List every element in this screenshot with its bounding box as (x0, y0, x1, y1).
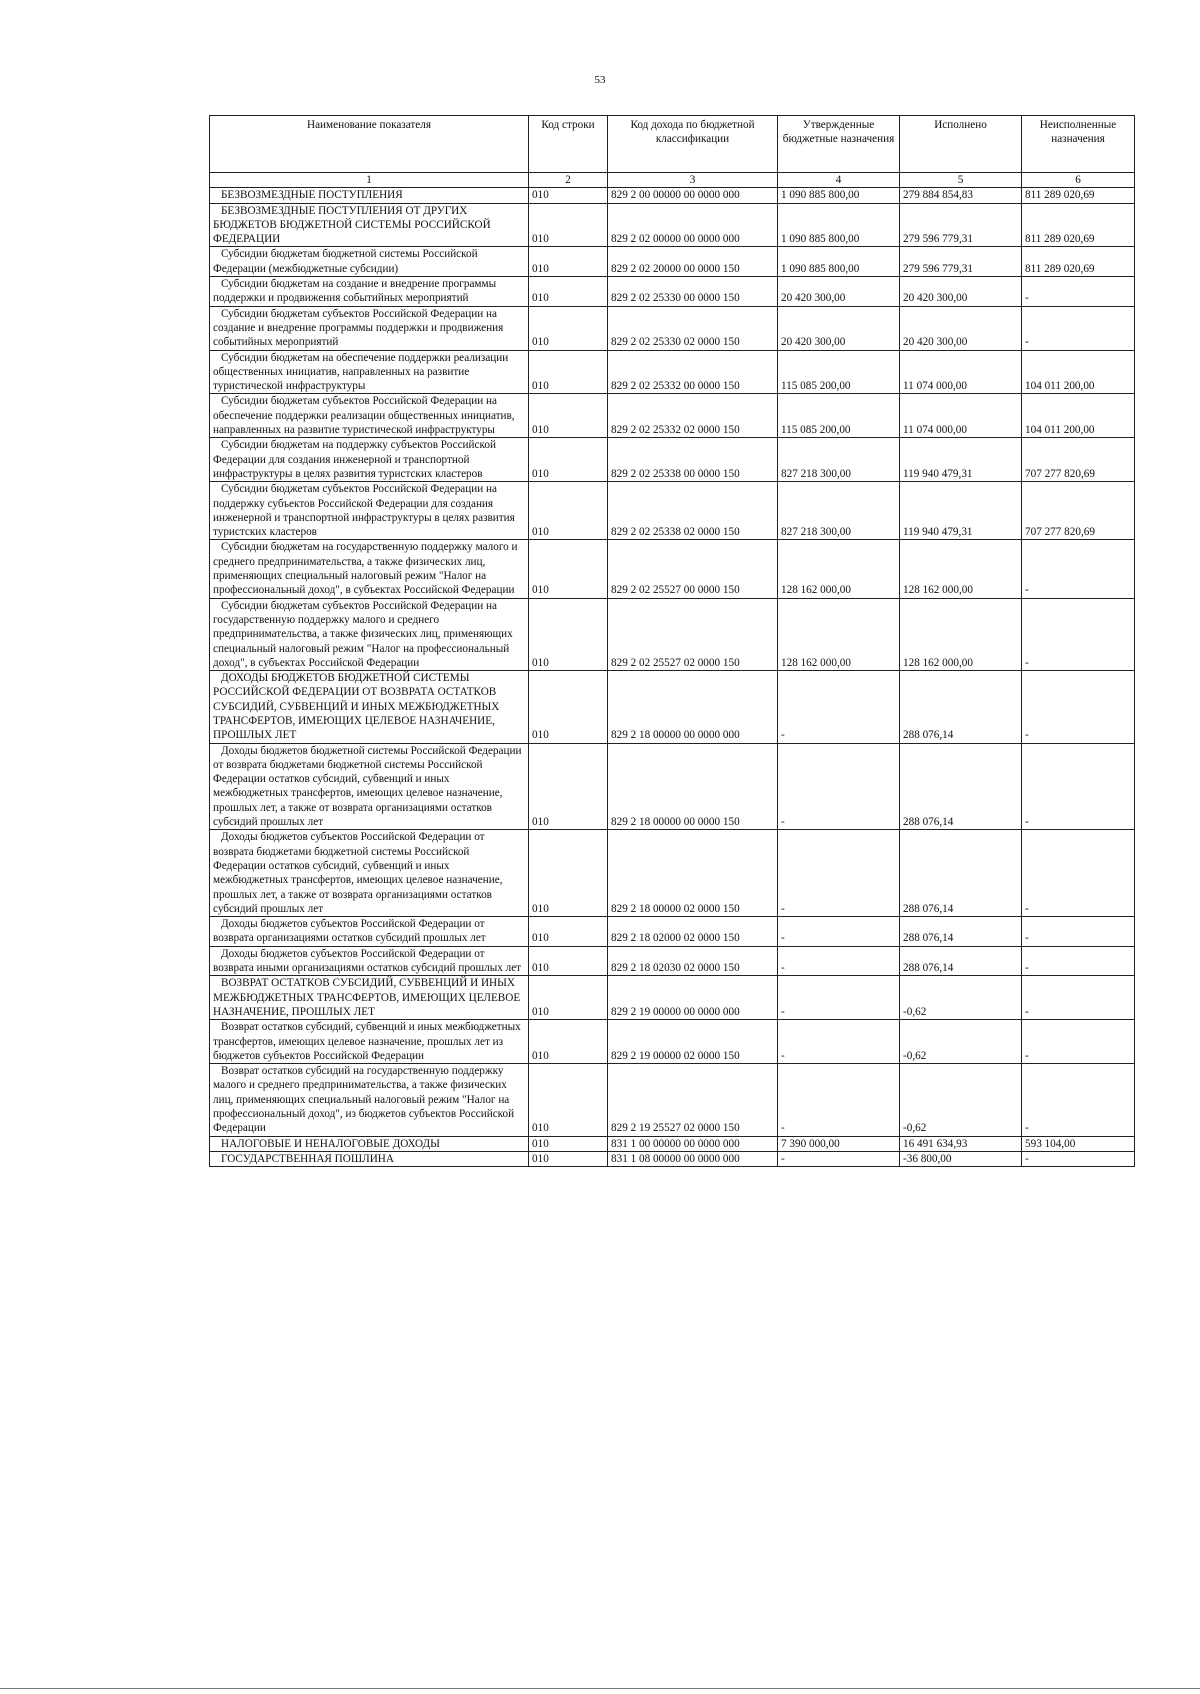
header-unexecuted: Неисполненные назначения (1022, 116, 1135, 173)
indicator-text: Субсидии бюджетам субъектов Российской Федерации на обеспечение поддержки реализации общественных инициатив, направленных на развитие туристической инфраструктуры (213, 395, 515, 437)
executed-amount: 128 162 000,00 (900, 540, 1022, 598)
approved-amount: 115 085 200,00 (778, 350, 900, 394)
table-row (210, 1136, 1135, 1151)
line-code: 010 (529, 306, 608, 350)
header-indicator-name: Наименование показателя (210, 116, 529, 173)
income-code: 831 1 08 00000 00 0000 000 (608, 1151, 778, 1166)
indicator-text: ДОХОДЫ БЮДЖЕТОВ БЮДЖЕТНОЙ СИСТЕМЫ РОССИЙСКОЙ ФЕДЕРАЦИИ ОТ ВОЗВРАТА ОСТАТКОВ СУБСИДИЙ, СУБВЕНЦИЙ И ИНЫХ МЕЖБЮДЖЕТНЫХ ТРАНСФЕРТОВ, ИМЕЮЩИХ ЦЕЛЕВОЕ НАЗНАЧЕНИЕ, ПРОШЛЫХ ЛЕТ (213, 672, 500, 742)
income-code: 829 2 02 25527 02 0000 150 (608, 598, 778, 670)
indicator-name (210, 247, 529, 277)
income-code: 829 2 02 25527 00 0000 150 (608, 540, 778, 598)
indicator-name (210, 482, 529, 540)
executed-amount: 16 491 634,93 (900, 1136, 1022, 1151)
indicator-name (210, 976, 529, 1020)
table-row (210, 671, 1135, 743)
income-code: 829 2 18 02000 02 0000 150 (608, 917, 778, 947)
income-code: 829 2 18 00000 02 0000 150 (608, 830, 778, 917)
unexecuted-amount: 104 011 200,00 (1022, 394, 1135, 438)
line-code: 010 (529, 917, 608, 947)
indicator-name (210, 1136, 529, 1151)
line-code: 010 (529, 1064, 608, 1136)
unexecuted-amount: 811 289 020,69 (1022, 247, 1135, 277)
unexecuted-amount: 593 104,00 (1022, 1136, 1135, 1151)
indicator-name (210, 743, 529, 830)
indicator-name (210, 1064, 529, 1136)
table-row (210, 203, 1135, 247)
indicator-text: Субсидии бюджетам на поддержку субъектов Российской Федерации для создания инженерной и транспортной инфраструктуры в целях развития туристских кластеров (213, 439, 496, 480)
header-line-code: Код строки (529, 116, 608, 173)
indicator-name (210, 917, 529, 947)
executed-amount: 128 162 000,00 (900, 598, 1022, 670)
table-row (210, 277, 1135, 307)
line-code: 010 (529, 350, 608, 394)
indicator-text: Субсидии бюджетам на обеспечение поддержки реализации общественных инициатив, направленных на развитие туристической инфраструктуры (213, 351, 509, 393)
unexecuted-amount: - (1022, 1064, 1135, 1136)
line-code: 010 (529, 830, 608, 917)
approved-amount: 128 162 000,00 (778, 540, 900, 598)
income-code: 829 2 02 20000 00 0000 150 (608, 247, 778, 277)
line-code: 010 (529, 394, 608, 438)
table-row (210, 188, 1135, 203)
line-code: 010 (529, 188, 608, 203)
approved-amount: - (778, 917, 900, 947)
unexecuted-amount: - (1022, 1151, 1135, 1166)
table-row (210, 247, 1135, 277)
income-code: 829 2 02 25338 00 0000 150 (608, 438, 778, 482)
column-number: 4 (778, 173, 900, 188)
scan-edge-line (0, 1688, 1200, 1689)
indicator-name (210, 188, 529, 203)
approved-amount: 1 090 885 800,00 (778, 203, 900, 247)
column-number: 1 (210, 173, 529, 188)
indicator-text: Субсидии бюджетам на государственную поддержку малого и среднего предпринимательства, а также физических лиц, применяющих специальный налоговый режим "Налог на профессиональный доход", в субъектах Российской Федерации (213, 541, 518, 597)
unexecuted-amount: 811 289 020,69 (1022, 188, 1135, 203)
approved-amount: 1 090 885 800,00 (778, 247, 900, 277)
executed-amount: 279 596 779,31 (900, 247, 1022, 277)
executed-amount: 288 076,14 (900, 830, 1022, 917)
line-code: 010 (529, 743, 608, 830)
income-code: 829 2 02 00000 00 0000 000 (608, 203, 778, 247)
unexecuted-amount: 811 289 020,69 (1022, 203, 1135, 247)
indicator-text: Субсидии бюджетам бюджетной системы Российской Федерации (межбюджетные субсидии) (213, 248, 478, 275)
executed-amount: 11 074 000,00 (900, 394, 1022, 438)
line-code: 010 (529, 203, 608, 247)
indicator-name (210, 671, 529, 743)
indicator-text: БЕЗВОЗМЕЗДНЫЕ ПОСТУПЛЕНИЯ (221, 189, 403, 202)
income-code: 829 2 02 25330 02 0000 150 (608, 306, 778, 350)
executed-amount: 279 884 854,83 (900, 188, 1022, 203)
executed-amount: 20 420 300,00 (900, 306, 1022, 350)
indicator-text: НАЛОГОВЫЕ И НЕНАЛОГОВЫЕ ДОХОДЫ (221, 1137, 440, 1150)
line-code: 010 (529, 438, 608, 482)
indicator-name (210, 1151, 529, 1166)
indicator-name (210, 203, 529, 247)
income-code: 829 2 02 25338 02 0000 150 (608, 482, 778, 540)
line-code: 010 (529, 1136, 608, 1151)
executed-amount: -36 800,00 (900, 1151, 1022, 1166)
table-row (210, 482, 1135, 540)
unexecuted-amount: 707 277 820,69 (1022, 438, 1135, 482)
approved-amount: - (778, 743, 900, 830)
executed-amount: 288 076,14 (900, 743, 1022, 830)
indicator-text: БЕЗВОЗМЕЗДНЫЕ ПОСТУПЛЕНИЯ ОТ ДРУГИХ БЮДЖЕТОВ БЮДЖЕТНОЙ СИСТЕМЫ РОССИЙСКОЙ ФЕДЕРАЦИИ (213, 204, 491, 246)
indicator-text: Доходы бюджетов субъектов Российской Федерации от возврата организациями остатков субсидий прошлых лет (213, 918, 486, 945)
line-code: 010 (529, 277, 608, 307)
income-code: 829 2 19 00000 02 0000 150 (608, 1020, 778, 1064)
income-code: 829 2 18 00000 00 0000 000 (608, 671, 778, 743)
income-report-table (209, 115, 1135, 1167)
line-code: 010 (529, 247, 608, 277)
table-row (210, 1064, 1135, 1136)
indicator-text: Субсидии бюджетам на создание и внедрение программы поддержки и продвижения событийных мероприятий (213, 278, 497, 305)
approved-amount: 20 420 300,00 (778, 277, 900, 307)
approved-amount: - (778, 946, 900, 976)
indicator-text: Возврат остатков субсидий на государственную поддержку малого и среднего предпринимательства, а также физических лиц, применяющих специальный налоговый режим "Налог на профессиональный доход", из бюджетов субъектов Российской Федерации (213, 1065, 515, 1135)
income-code: 829 2 19 00000 00 0000 000 (608, 976, 778, 1020)
unexecuted-amount: - (1022, 917, 1135, 947)
table-row (210, 350, 1135, 394)
approved-amount: - (778, 1151, 900, 1166)
executed-amount: 119 940 479,31 (900, 482, 1022, 540)
indicator-text: Субсидии бюджетам субъектов Российской Федерации на поддержку субъектов Российской Федерации для создания инженерной и транспортной инфраструктуры в целях развития туристских кластеров (213, 483, 515, 539)
executed-amount: 288 076,14 (900, 917, 1022, 947)
approved-amount: 827 218 300,00 (778, 438, 900, 482)
indicator-text: Доходы бюджетов субъектов Российской Федерации от возврата бюджетами бюджетной системы Российской Федерации остатков субсидий, субвенций и иных межбюджетных трансфертов, имеющих целевое назначение, прошлых лет, а также от возврата организациями остатков субсидий прошлых лет (213, 831, 503, 915)
unexecuted-amount: - (1022, 671, 1135, 743)
income-code: 829 2 02 25330 00 0000 150 (608, 277, 778, 307)
line-code: 010 (529, 976, 608, 1020)
column-number: 2 (529, 173, 608, 188)
header-income-code: Код дохода по бюджетной классификации (608, 116, 778, 173)
unexecuted-amount: - (1022, 277, 1135, 307)
indicator-name (210, 306, 529, 350)
approved-amount: 7 390 000,00 (778, 1136, 900, 1151)
unexecuted-amount: 707 277 820,69 (1022, 482, 1135, 540)
executed-amount: 279 596 779,31 (900, 203, 1022, 247)
executed-amount: 119 940 479,31 (900, 438, 1022, 482)
unexecuted-amount: - (1022, 830, 1135, 917)
unexecuted-amount: - (1022, 946, 1135, 976)
table-row (210, 743, 1135, 830)
line-code: 010 (529, 1020, 608, 1064)
table-row (210, 830, 1135, 917)
indicator-name (210, 830, 529, 917)
line-code: 010 (529, 482, 608, 540)
indicator-text: Субсидии бюджетам субъектов Российской Федерации на государственную поддержку малого и среднего предпринимательства, а также физических лиц, применяющих специальный налоговый режим "Налог на профессиональный доход", в субъектах Российской Федерации (213, 599, 513, 669)
table-row (210, 946, 1135, 976)
table-row (210, 306, 1135, 350)
table-row (210, 917, 1135, 947)
column-number: 3 (608, 173, 778, 188)
indicator-name (210, 438, 529, 482)
income-code: 829 2 19 25527 02 0000 150 (608, 1064, 778, 1136)
indicator-text: Возврат остатков субсидий, субвенций и иных межбюджетных трансфертов, имеющих целевое назначение, прошлых лет из бюджетов субъектов Российской Федерации (213, 1021, 521, 1062)
indicator-text: ВОЗВРАТ ОСТАТКОВ СУБСИДИЙ, СУБВЕНЦИЙ И ИНЫХ МЕЖБЮДЖЕТНЫХ ТРАНСФЕРТОВ, ИМЕЮЩИХ ЦЕЛЕВОЕ НАЗНАЧЕНИЕ, ПРОШЛЫХ ЛЕТ (213, 977, 521, 1018)
executed-amount: 288 076,14 (900, 946, 1022, 976)
unexecuted-amount: - (1022, 540, 1135, 598)
unexecuted-amount: - (1022, 976, 1135, 1020)
page-number: 53 (594, 74, 606, 86)
header-approved: Утвержденные бюджетные назначения (778, 116, 900, 173)
unexecuted-amount: - (1022, 1020, 1135, 1064)
indicator-name (210, 598, 529, 670)
column-number-row (210, 173, 1135, 188)
income-code: 829 2 02 25332 00 0000 150 (608, 350, 778, 394)
table-row (210, 438, 1135, 482)
line-code: 010 (529, 671, 608, 743)
executed-amount: -0,62 (900, 1064, 1022, 1136)
line-code: 010 (529, 598, 608, 670)
income-code: 829 2 18 02030 02 0000 150 (608, 946, 778, 976)
indicator-name (210, 946, 529, 976)
approved-amount: - (778, 976, 900, 1020)
header-executed: Исполнено (900, 116, 1022, 173)
approved-amount: 1 090 885 800,00 (778, 188, 900, 203)
column-number: 5 (900, 173, 1022, 188)
approved-amount: - (778, 830, 900, 917)
unexecuted-amount: 104 011 200,00 (1022, 350, 1135, 394)
indicator-name (210, 350, 529, 394)
indicator-name (210, 1020, 529, 1064)
income-code: 829 2 00 00000 00 0000 000 (608, 188, 778, 203)
executed-amount: 288 076,14 (900, 671, 1022, 743)
table-row (210, 1020, 1135, 1064)
indicator-text: Субсидии бюджетам субъектов Российской Федерации на создание и внедрение программы поддержки и продвижения событийных мероприятий (213, 307, 504, 349)
executed-amount: -0,62 (900, 1020, 1022, 1064)
approved-amount: 128 162 000,00 (778, 598, 900, 670)
unexecuted-amount: - (1022, 598, 1135, 670)
line-code: 010 (529, 1151, 608, 1166)
indicator-text: Доходы бюджетов субъектов Российской Федерации от возврата иными организациями остатков субсидий прошлых лет (213, 947, 522, 975)
income-code: 829 2 18 00000 00 0000 150 (608, 743, 778, 830)
unexecuted-amount: - (1022, 743, 1135, 830)
indicator-text: Доходы бюджетов бюджетной системы Российской Федерации от возврата бюджетами бюджетной системы Российской Федерации остатков субсидий, субвенций и иных межбюджетных трансфертов, имеющих целевое назначение, прошлых лет, а также от возврата организациями остатков субсидий прошлых лет (213, 744, 522, 829)
executed-amount: 11 074 000,00 (900, 350, 1022, 394)
indicator-text: ГОСУДАРСТВЕННАЯ ПОШЛИНА (221, 1152, 394, 1165)
income-code: 831 1 00 00000 00 0000 000 (608, 1136, 778, 1151)
table-row (210, 540, 1135, 598)
approved-amount: 827 218 300,00 (778, 482, 900, 540)
executed-amount: 20 420 300,00 (900, 277, 1022, 307)
table-row (210, 1151, 1135, 1166)
line-code: 010 (529, 540, 608, 598)
indicator-name (210, 540, 529, 598)
approved-amount: 115 085 200,00 (778, 394, 900, 438)
executed-amount: -0,62 (900, 976, 1022, 1020)
column-number: 6 (1022, 173, 1135, 188)
approved-amount: - (778, 1064, 900, 1136)
income-code: 829 2 02 25332 02 0000 150 (608, 394, 778, 438)
indicator-name (210, 394, 529, 438)
table-row (210, 598, 1135, 670)
approved-amount: - (778, 1020, 900, 1064)
approved-amount: 20 420 300,00 (778, 306, 900, 350)
approved-amount: - (778, 671, 900, 743)
table-row (210, 976, 1135, 1020)
line-code: 010 (529, 946, 608, 976)
indicator-name (210, 277, 529, 307)
table-row (210, 394, 1135, 438)
unexecuted-amount: - (1022, 306, 1135, 350)
